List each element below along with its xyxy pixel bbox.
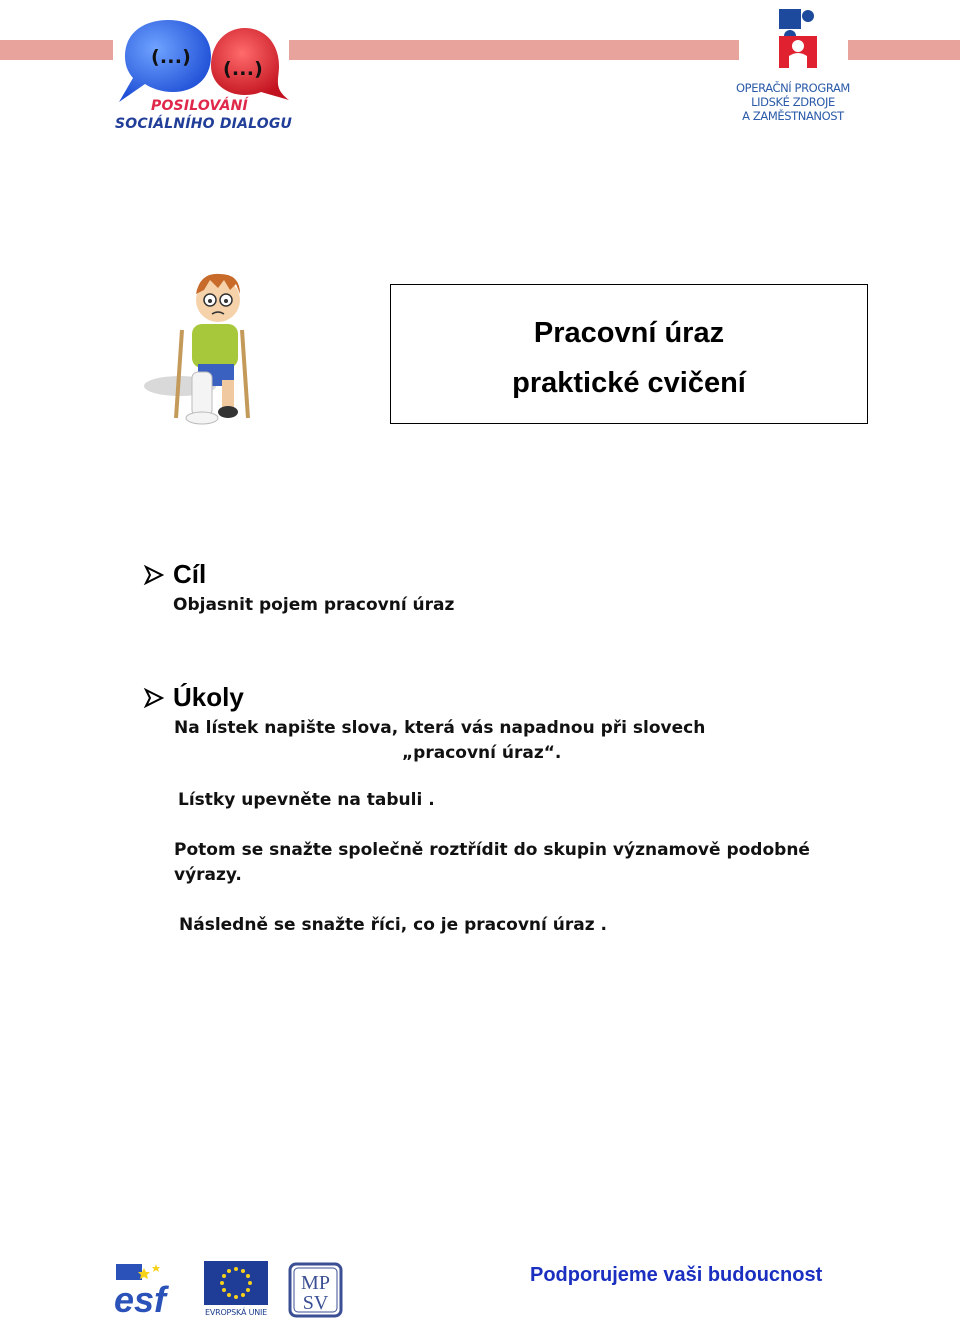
bubble-text-right: (...) <box>223 58 264 80</box>
header-band-right <box>848 40 960 60</box>
op-text-line3: A ZAMĚSTNANOST <box>742 109 844 123</box>
op-text-line2: LIDSKÉ ZDROJE <box>751 95 835 109</box>
arrow-bullet-icon <box>143 687 165 709</box>
esf-logo <box>114 1262 188 1316</box>
title-box <box>390 284 868 424</box>
tasks-line-5: výrazy. <box>174 865 242 885</box>
mpsv-logo <box>288 1262 343 1318</box>
eu-flag-icon <box>202 1261 270 1307</box>
tasks-line-6: Následně se snažte říci, co je pracovní úraz . <box>179 915 608 935</box>
logo-text-line2: SOCIÁLNÍHO DIALOGU <box>115 116 293 132</box>
op-text-line1: OPERAČNÍ PROGRAM <box>736 81 850 95</box>
footer-slogan: Podporujeme vaši budoucnost <box>530 1264 823 1286</box>
tasks-line-3: Lístky upevněte na tabuli . <box>178 790 435 810</box>
eu-label: EVROPSKÁ UNIE <box>204 1308 268 1317</box>
esf-text: esf <box>114 1279 167 1316</box>
header-band-middle <box>289 40 739 60</box>
page-title: Pracovní úraz <box>533 317 725 349</box>
tasks-heading: Úkoly <box>173 682 244 712</box>
tasks-line-1: Na lístek napište slova, která vás napadnou při slovech <box>174 718 706 738</box>
injured-boy-illustration <box>140 268 258 426</box>
page-subtitle: praktické cvičení <box>512 367 746 399</box>
svg-text:MP: MP <box>301 1272 330 1294</box>
tasks-line-2: „pracovní úraz“. <box>402 743 562 763</box>
op-lidske-zdroje-logo <box>736 6 852 126</box>
mpsv-emblem-icon <box>288 1262 343 1318</box>
eu-flag-logo <box>202 1261 270 1319</box>
svg-text:SV: SV <box>302 1292 329 1314</box>
arrow-bullet-icon <box>143 564 165 586</box>
bubble-text-left: (...) <box>151 46 192 68</box>
posilovani-socialniho-dialogu-logo <box>113 16 293 134</box>
goal-text: Objasnit pojem pracovní úraz <box>173 595 455 615</box>
puzzle-figure-icon <box>736 6 852 76</box>
goal-heading: Cíl <box>173 559 207 589</box>
logo-text-line1: POSILOVÁNÍ <box>151 98 248 114</box>
esf-stars-icon <box>114 1262 188 1316</box>
header-band-left <box>0 40 113 60</box>
speech-bubbles-icon <box>113 16 293 104</box>
tasks-line-4: Potom se snažte společně roztřídit do skupin významově podobné <box>174 840 810 860</box>
